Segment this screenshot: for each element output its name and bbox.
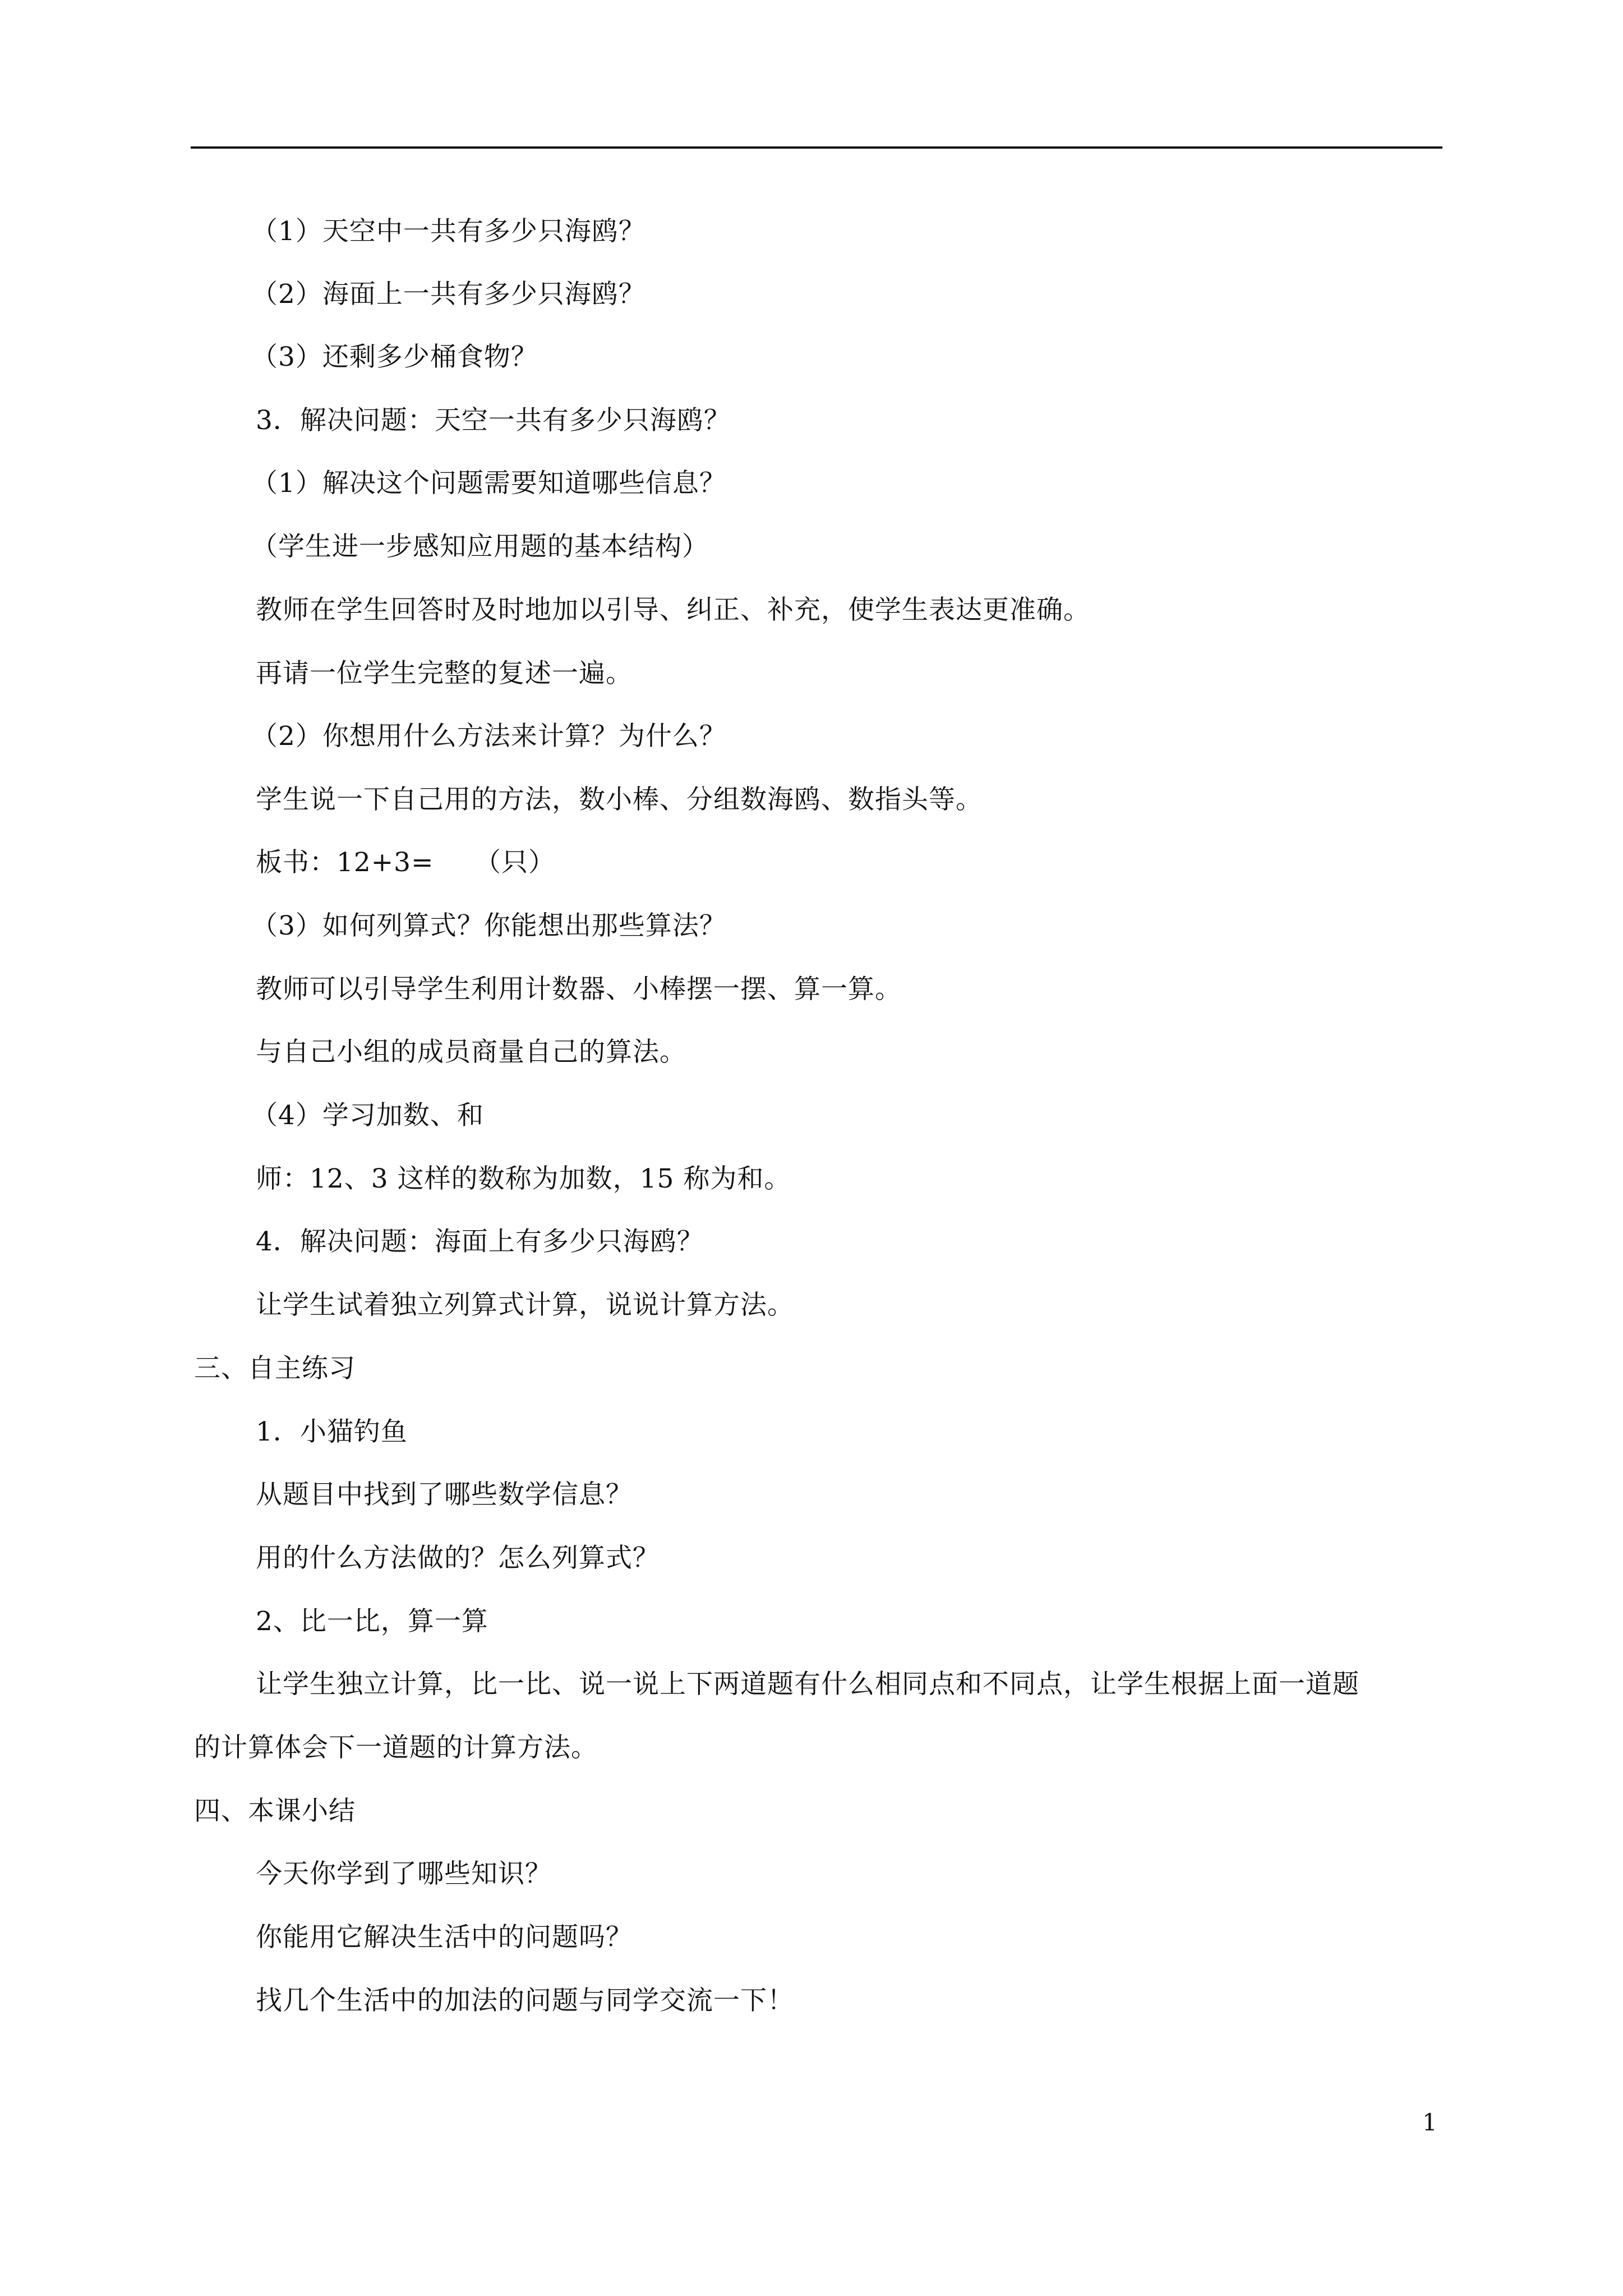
page-number: 1 (1422, 2109, 1437, 2136)
header-rule (191, 146, 1442, 149)
text-line: （2）海面上一共有多少只海鸥？ (251, 279, 645, 310)
text-line: 4．解决问题：海面上有多少只海鸥？ (256, 1226, 704, 1257)
text-line: （3）还剩多少桶食物？ (251, 342, 538, 372)
text-line: 用的什么方法做的？怎么列算式？ (256, 1543, 660, 1573)
text-line: 1．小猫钓鱼 (256, 1416, 408, 1447)
text-line: 教师可以引导学生利用计数器、小棒摆一摆、算一算。 (256, 974, 902, 1005)
text-line: 今天你学到了哪些知识？ (256, 1858, 552, 1889)
text-line: （学生进一步感知应用题的基本结构） (251, 531, 709, 562)
text-line: 教师在学生回答时及时地加以引导、纠正、补充，使学生表达更准确。 (256, 595, 1090, 625)
text-line: 找几个生活中的加法的问题与同学交流一下！ (256, 1985, 794, 2016)
text-line: 从题目中找到了哪些数学信息？ (256, 1479, 633, 1510)
text-line: 你能用它解决生活中的问题吗？ (256, 1922, 633, 1953)
text-line: 3．解决问题：天空一共有多少只海鸥？ (256, 405, 731, 436)
text-line: 让学生试着独立列算式计算，说说计算方法。 (256, 1290, 794, 1320)
text-line: 学生说一下自己用的方法，数小棒、分组数海鸥、数指头等。 (256, 784, 983, 815)
section-heading: 四、本课小结 (194, 1796, 356, 1826)
text-line: （1）天空中一共有多少只海鸥？ (251, 216, 645, 247)
text-line: 再请一位学生完整的复述一遍。 (256, 658, 633, 689)
text-line: 的计算体会下一道题的计算方法。 (194, 1732, 598, 1763)
text-line: （1）解决这个问题需要知道哪些信息？ (251, 468, 726, 499)
text-line: 让学生独立计算，比一比、说一说上下两道题有什么相同点和不同点，让学生根据上面一道题 (256, 1669, 1359, 1700)
text-line: 2、比一比，算一算 (256, 1606, 488, 1637)
text-line: 与自己小组的成员商量自己的算法。 (256, 1037, 686, 1068)
text-line: （2）你想用什么方法来计算？为什么？ (251, 721, 726, 752)
text-line: （3）如何列算式？你能想出那些算法？ (251, 910, 726, 941)
text-line: 板书：12+3= （只） (256, 847, 555, 878)
text-line: （4）学习加数、和 (251, 1100, 484, 1131)
text-line: 师：12、3 这样的数称为加数，15 称为和。 (256, 1163, 791, 1194)
section-heading: 三、自主练习 (194, 1353, 356, 1384)
